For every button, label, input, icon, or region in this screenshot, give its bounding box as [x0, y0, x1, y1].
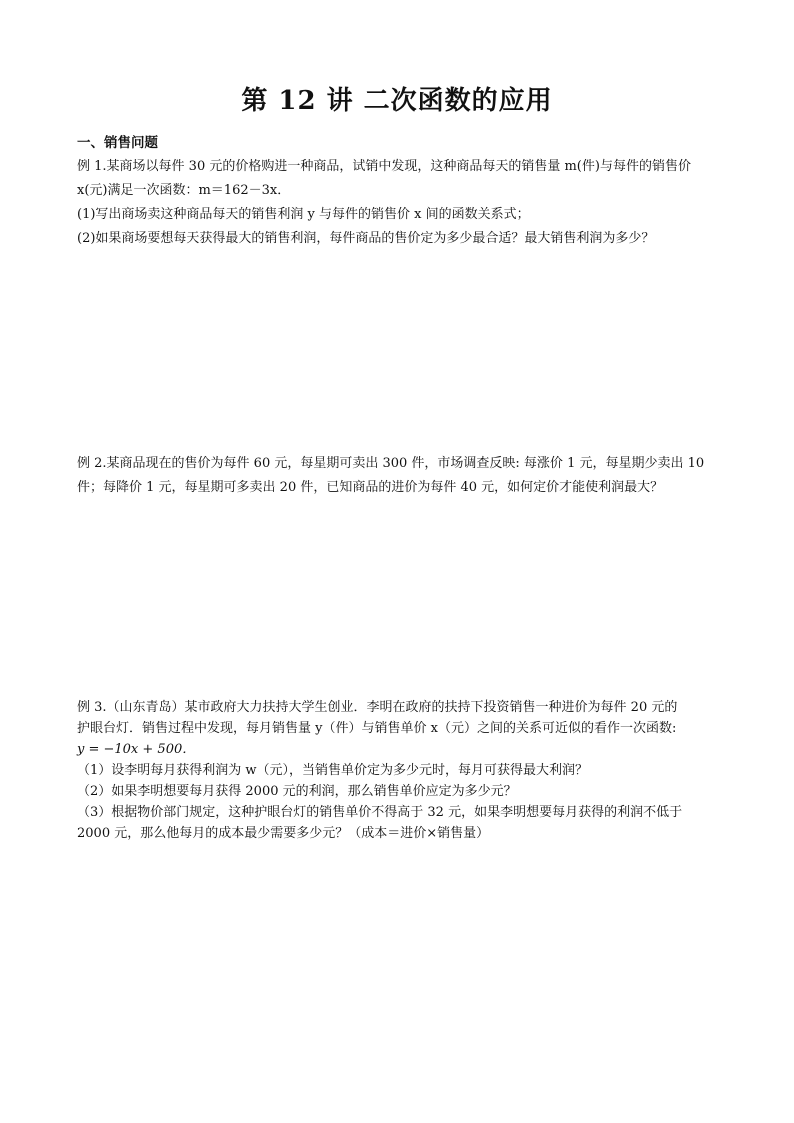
- example-3-question-3-line-1: （3）根据物价部门规定，这种护眼台灯的销售单价不得高于 32 元，如果李明想要每月获得的利润不低于: [77, 805, 683, 820]
- example-1-question-2: (2)如果商场要想每天获得最大的销售利润，每件商品的售价定为多少最合适？最大销售利润为多少？: [77, 231, 655, 246]
- example-2-line-2: 件；每降价 1 元，每星期可多卖出 20 件，已知商品的进价为每件 40 元，如何定价才能使利润最大？: [77, 480, 664, 495]
- example-2: [77, 452, 727, 500]
- example-1-line-2: x(元)满足一次函数：m＝162－3x．: [77, 183, 291, 198]
- page-title: 第 12 讲 二次函数的应用: [241, 86, 553, 116]
- example-2-line-1: 例 2.某商品现在的售价为每件 60 元，每星期可卖出 300 件，市场调查反映: 每涨价 1 元，每星期少卖出 10: [77, 456, 705, 471]
- section-heading-sales: 一、销售问题: [77, 135, 158, 151]
- example-3-question-2: （2）如果李明想要每月获得 2000 元的利润，那么销售单价应定为多少元？: [77, 784, 517, 799]
- example-1-line-1: 例 1.某商场以每件 30 元的价格购进一种商品，试销中发现，这种商品每天的销售量 m(件)与每件的销售价: [77, 159, 691, 174]
- example-3-line-2: 护眼台灯．销售过程中发现，每月销售量 y（件）与销售单价 x（元）之间的关系可近似的看作一次函数:: [77, 721, 677, 736]
- example-3-equation: y = −10x + 500．: [77, 742, 196, 757]
- example-3-line-1: 例 3.（山东青岛）某市政府大力扶持大学生创业．李明在政府的扶持下投资销售一种进价为每件 20 元的: [77, 700, 678, 715]
- example-3-question-3-line-2: 2000 元，那么他每月的成本最少需要多少元？（成本＝进价×销售量）: [77, 826, 490, 841]
- example-3-question-1: （1）设李明每月获得利润为 w（元），当销售单价定为多少元时，每月可获得最大利润？: [77, 763, 589, 778]
- example-3: [77, 697, 727, 844]
- example-1-question-1: (1)写出商场卖这种商品每天的销售利润 y 与每件的销售价 x 间的函数关系式；: [77, 207, 530, 222]
- example-1: [77, 155, 727, 251]
